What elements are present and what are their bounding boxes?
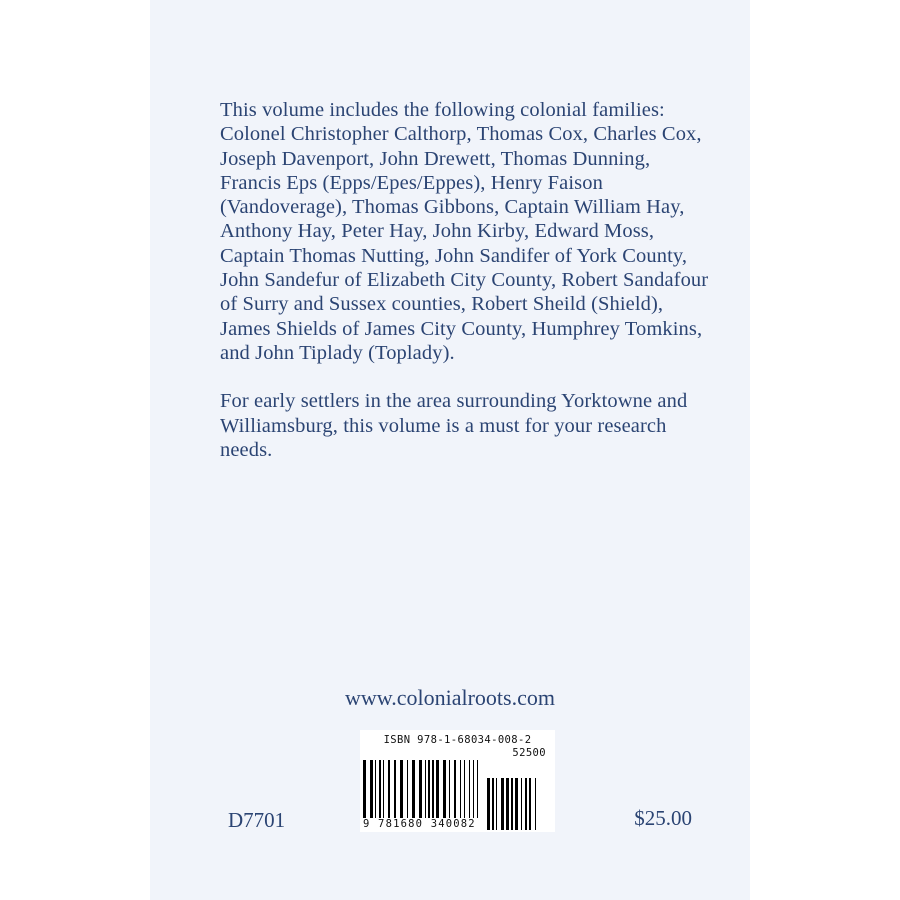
price-label: $25.00 bbox=[634, 806, 692, 830]
book-back-cover bbox=[150, 0, 750, 900]
website-url[interactable]: www.colonialroots.com bbox=[345, 685, 555, 710]
ean13-barcode bbox=[363, 760, 481, 830]
sku-code: D7701 bbox=[228, 808, 286, 832]
isbn-label: ISBN 978-1-68034-008-2 bbox=[383, 734, 532, 746]
barcode-bars-row bbox=[363, 760, 552, 830]
ean5-addon-barcode bbox=[487, 772, 539, 830]
paragraph-summary: For early settlers in the area surrounding Yorktowne and Williamsburg, this volume is a must for your research needs. bbox=[220, 390, 688, 461]
price-code-label: 52500 bbox=[512, 747, 546, 759]
paragraph-families: This volume includes the following colonial families: Colonel Christopher Calthorp, Thomas Cox, Charles Cox, Joseph Davenport, John Drewett, Thomas Dunning, Francis Eps (Epps/Epes/Eppes), Henry Faison (Vandoverage), Thomas Gibbons, Captain William Hay, Anthony Hay, Peter Hay, John Kirby, Edward Moss, Captain Thomas Nutting, John Sandifer of York County, John Sandefur of Elizabeth City County, Robert Sandafour of Surry and Sussex counties, Robert Sheild (Shield), James Shields of James City County, Humphrey Tomkins, and John Tiplady (Toplady). bbox=[220, 99, 709, 364]
ean13-digits: 9 781680 340082 bbox=[363, 818, 476, 830]
barcode-block bbox=[360, 730, 555, 832]
back-cover-description bbox=[220, 98, 715, 462]
